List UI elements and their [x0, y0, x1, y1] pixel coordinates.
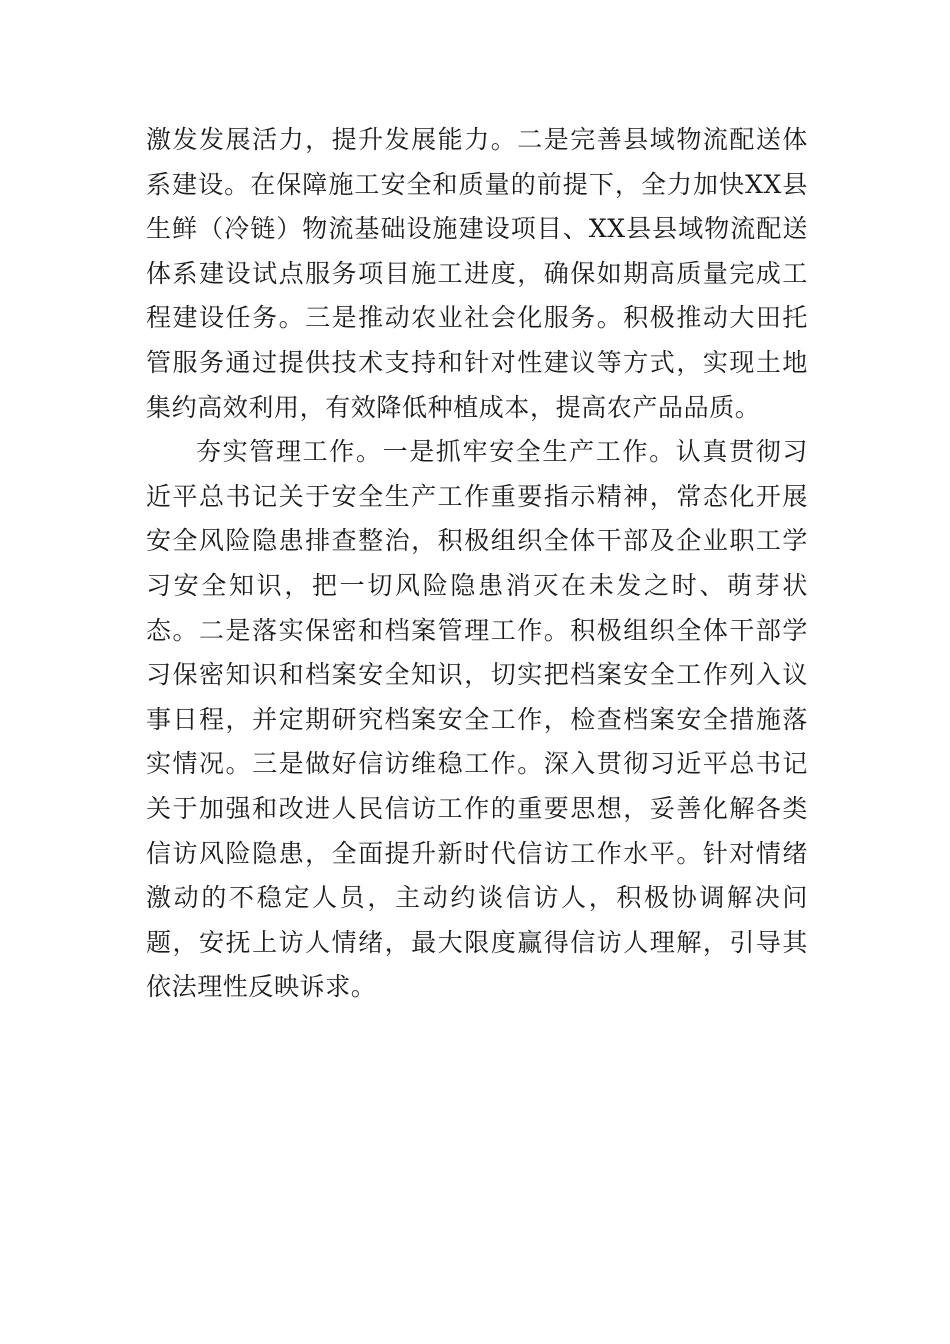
- document-body: [146, 118, 808, 1010]
- paragraph-management-work: 夯实管理工作。一是抓牢安全生产工作。认真贯彻习近平总书记关于安全生产工作重要指示精神，常态化开展安全风险隐患排查整治，积极组织全体干部及企业职工学习安全知识，把一切风险隐患消灭在未发之时、萌芽状态。二是落实保密和档案管理工作。积极组织全体干部学习保密知识和档案安全知识，切实把档案安全工作列入议事日程，并定期研究档案安全工作，检查档案安全措施落实情况。三是做好信访维稳工作。深入贯彻习近平总书记关于加强和改进人民信访工作的重要思想，妥善化解各类信访风险隐患，全面提升新时代信访工作水平。针对情绪激动的不稳定人员，主动约谈信访人，积极协调解决问题，安抚上访人情绪，最大限度赢得信访人理解，引导其依法理性反映诉求。: [146, 437, 808, 1002]
- paragraph-continuation: 激发发展活力，提升发展能力。二是完善县域物流配送体系建设。在保障施工安全和质量的前提下，全力加快XX县生鲜（冷链）物流基础设施建设项目、XX县县域物流配送体系建设试点服务项目施工进度，确保如期高质量完成工程建设任务。三是推动农业社会化服务。积极推动大田托管服务通过提供技术支持和针对性建议等方式，实现土地集约高效利用，有效降低种植成本，提高农产品品质。: [146, 125, 808, 422]
